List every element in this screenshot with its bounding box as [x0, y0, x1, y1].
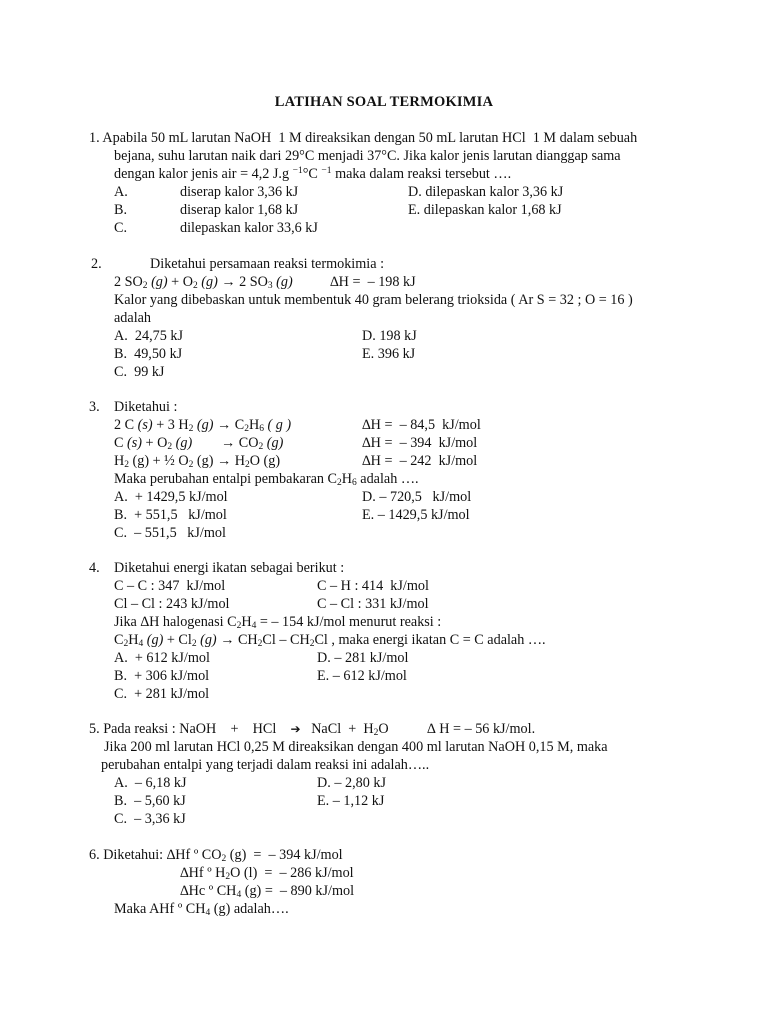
text-line: C. – 3,36 kJ — [114, 811, 186, 827]
text-line: D. dilepaskan kalor 3,36 kJ — [408, 184, 564, 200]
page-title: LATIHAN SOAL TERMOKIMIA — [274, 94, 494, 110]
text-line: E. 396 kJ — [362, 346, 416, 362]
text-line: Jika ∆H halogenasi $C_2H_4$ = – 154 kJ/mol menurut reaksi : — [114, 614, 442, 631]
text-line: E. – 612 kJ/mol — [317, 668, 407, 684]
text-line: E. dilepaskan kalor 1,68 kJ — [408, 202, 562, 218]
text-line: A. — [114, 184, 128, 200]
text-line: ∆Hf º $H_2O$ (l) = – 286 kJ/mol — [180, 865, 354, 882]
text-line: D. – 281 kJ/mol — [317, 650, 409, 666]
text-line: E. – 1,12 kJ — [317, 793, 385, 809]
text-line: 1. Apabila 50 mL larutan NaOH 1 M direaksikan dengan 50 mL larutan HCl 1 M dalam sebuah — [89, 130, 638, 146]
text-line: 4. — [89, 560, 100, 576]
text-line: A. 24,75 kJ — [114, 328, 183, 344]
text-line: ∆H = – 84,5 kJ/mol — [362, 417, 481, 433]
text-line: B. — [114, 202, 128, 218]
text-line: perubahan entalpi yang terjadi dalam reaksi ini adalah….. — [101, 757, 430, 773]
text-line: Diketahui : — [114, 399, 178, 415]
text-line: B. 49,50 kJ — [114, 346, 183, 362]
text-line: → $CO_2$ (g) — [221, 435, 284, 452]
text-line: A. + 1429,5 kJ/mol — [114, 489, 228, 505]
text-line: diserap kalor 1,68 kJ — [180, 202, 299, 218]
text-line: adalah — [114, 310, 152, 326]
text-line: D. 198 kJ — [362, 328, 417, 344]
text-line: Diketahui energi ikatan sebagai berikut : — [114, 560, 345, 576]
text-line: B. + 306 kJ/mol — [114, 668, 210, 684]
text-line: 6. Diketahui: ∆Hf º $CO_2$ (g) = – 394 kJ/mol — [89, 847, 343, 864]
text-line: ∆H = – 394 kJ/mol — [362, 435, 478, 451]
text-line: 2. — [91, 256, 102, 272]
text-line: C $(s) + O_2$ (g) — [114, 435, 193, 452]
text-line: ∆H = – 198 kJ — [330, 274, 416, 290]
text-line: C – Cl : 331 kJ/mol — [317, 596, 429, 612]
text-line: C – H : 414 kJ/mol — [317, 578, 429, 594]
text-line: Maka AHf º $CH_4$ (g) adalah…. — [114, 901, 289, 918]
text-line: C. + 281 kJ/mol — [114, 686, 210, 702]
text-line: 3. — [89, 399, 100, 415]
text-line: bejana, suhu larutan naik dari 29°C menjadi 37°C. Jika kalor jenis larutan dianggap sama — [114, 148, 621, 164]
text-line: A. – 6,18 kJ — [114, 775, 187, 791]
text-line: E. – 1429,5 kJ/mol — [362, 507, 470, 523]
text-line: dilepaskan kalor 33,6 kJ — [180, 220, 318, 236]
text-line: C. – 551,5 kJ/mol — [114, 525, 226, 541]
text-line: Cl – Cl : 243 kJ/mol — [114, 596, 230, 612]
text-line: 2 $SO_2$ $(g) + O_2$ (g) → 2 $SO_3$ (g) — [114, 274, 293, 291]
text-line: $H_2$ (g) + ½ $O_2$ $(g) \to H_2O$ (g) — [114, 453, 281, 470]
text-line: C. — [114, 220, 128, 236]
text-line: dengan kalor jenis air = 4,2 J.g $^{-1}$°C $^{-1}$ maka dalam reaksi tersebut …. — [114, 166, 512, 182]
text-line: Jika 200 ml larutan HCl 0,25 M direaksikan dengan 400 ml larutan NaOH 0,15 M, maka — [104, 739, 608, 755]
text-line: B. + 551,5 kJ/mol — [114, 507, 227, 523]
text-line: 2 C (s) + 3 $H_2$ $(g) \to C_2H_6$ ( g ) — [114, 417, 292, 434]
text-line: ∆ H = – 56 kJ/mol. — [427, 721, 536, 737]
text-line: Kalor yang dibebaskan untuk membentuk 40 gram belerang trioksida ( Ar S = 32 ; O = 16 ) — [114, 292, 633, 308]
text-line: C – C : 347 kJ/mol — [114, 578, 226, 594]
text-line: B. – 5,60 kJ — [114, 793, 186, 809]
text-line: D. – 720,5 kJ/mol — [362, 489, 472, 505]
text-line: C. 99 kJ — [114, 364, 165, 380]
text-line: $C_2H_4$ $(g) + Cl_2$ $(g) \to CH_2Cl - CH_2Cl$ , maka energi ikatan C = C adalah …. — [114, 632, 546, 649]
text-line: ∆H = – 242 kJ/mol — [362, 453, 478, 469]
text-line: D. – 2,80 kJ — [317, 775, 386, 791]
text-line: A. + 612 kJ/mol — [114, 650, 210, 666]
text-line: 5. Pada reaksi : NaOH + HCl ➔ NaCl + $H_2O$ — [89, 721, 389, 738]
text-line: ∆Hc º $CH_4$ (g) = – 890 kJ/mol — [180, 883, 355, 900]
text-line: Maka perubahan entalpi pembakaran $C_2H_6$ adalah …. — [114, 471, 419, 488]
text-line: diserap kalor 3,36 kJ — [180, 184, 299, 200]
text-line: Diketahui persamaan reaksi termokimia : — [150, 256, 385, 272]
